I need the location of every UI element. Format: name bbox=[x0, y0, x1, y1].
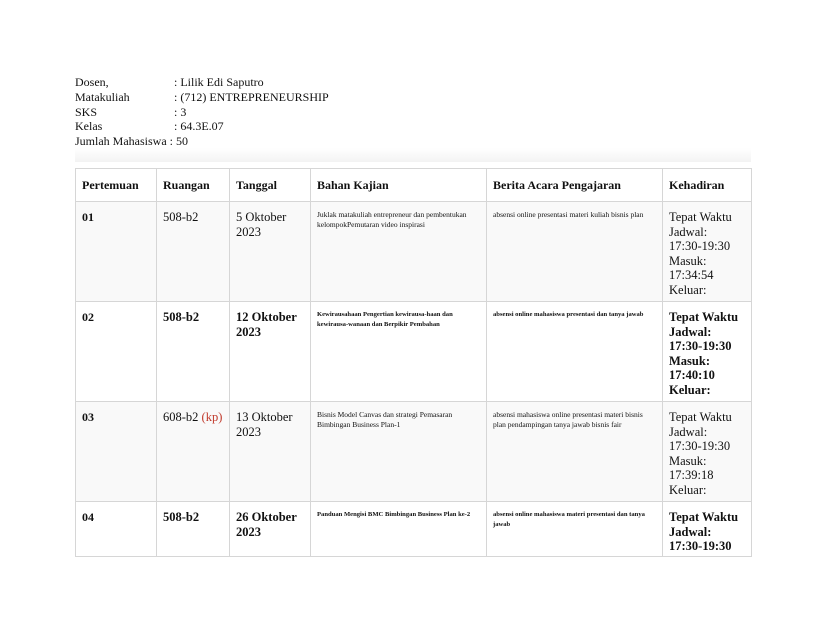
masuk-label: Masuk: bbox=[669, 253, 707, 268]
header-bahan-kajian: Bahan Kajian bbox=[311, 169, 487, 202]
jadwal-value: 17:30-19:30 bbox=[669, 539, 732, 554]
table-row bbox=[76, 202, 752, 302]
jumlah-value: : 50 bbox=[169, 134, 188, 149]
dosen-label: Dosen, bbox=[75, 75, 109, 89]
table-row bbox=[76, 402, 752, 502]
jadwal-label: Jadwal: bbox=[669, 224, 708, 239]
ruangan-kp-badge: (kp) bbox=[201, 410, 223, 424]
kehadiran-cell bbox=[663, 402, 752, 502]
ruangan-cell bbox=[157, 202, 230, 302]
jadwal-label: Jadwal: bbox=[669, 524, 712, 539]
berita-cell: absensi online mahasiswa materi presentasi dan tanya jawab bbox=[487, 502, 663, 557]
course-info bbox=[75, 75, 329, 149]
berita-cell: absensi online mahasiswa presentasi dan tanya jawab bbox=[487, 302, 663, 402]
kehadiran-cell bbox=[663, 202, 752, 302]
matakuliah-value: : (712) ENTREPRENEURSHIP bbox=[174, 89, 329, 104]
header-ruangan: Ruangan bbox=[157, 169, 230, 202]
masuk-label: Masuk: bbox=[669, 353, 710, 368]
jumlah-label: Jumlah Mahasiswa bbox=[75, 134, 167, 149]
tanggal-cell: 26 Oktober 2023 bbox=[230, 502, 311, 557]
attendance-table bbox=[75, 168, 752, 557]
ruangan-value: 608-b2 bbox=[163, 410, 199, 424]
table-row bbox=[76, 302, 752, 402]
ruangan-value: 508-b2 bbox=[163, 310, 200, 324]
berita-cell: absensi mahasiswa online presentasi materi bisnis plan pendampingan tanya jawab bisnis fair bbox=[487, 402, 663, 502]
kehadiran-cell bbox=[663, 302, 752, 402]
pertemuan-cell: 02 bbox=[76, 302, 157, 402]
info-matakuliah bbox=[75, 90, 329, 105]
bahan-cell: Panduan Mengisi BMC Bimbingan Business Plan ke-2 bbox=[311, 502, 487, 557]
header-tanggal: Tanggal bbox=[230, 169, 311, 202]
bahan-cell: Kewirausahaan Pengertian kewirausa-haan dan kewirausa-wanaan dan Berpikir Pembahan bbox=[311, 302, 487, 402]
info-kelas bbox=[75, 119, 329, 134]
table-top-divider bbox=[75, 148, 751, 162]
kelas-label: Kelas bbox=[75, 119, 103, 134]
header-pertemuan: Pertemuan bbox=[76, 169, 157, 202]
tanggal-cell: 12 Oktober 2023 bbox=[230, 302, 311, 402]
jadwal-value: 17:30-19:30 bbox=[669, 439, 731, 454]
kehadiran-cell bbox=[663, 502, 752, 557]
info-sks bbox=[75, 105, 329, 120]
jadwal-value: 17:30-19:30 bbox=[669, 339, 732, 354]
header-berita-acara: Berita Acara Pengajaran bbox=[487, 169, 663, 202]
pertemuan-cell: 01 bbox=[76, 202, 157, 302]
kehadiran-status: Tepat Waktu bbox=[669, 410, 732, 424]
keluar-label: Keluar: bbox=[669, 282, 707, 297]
masuk-label: Masuk: bbox=[669, 453, 707, 468]
table-row bbox=[76, 502, 752, 557]
berita-cell: absensi online presentasi materi kuliah bisnis plan bbox=[487, 202, 663, 302]
masuk-value: 17:40:10 bbox=[669, 368, 715, 383]
info-jumlah bbox=[75, 134, 329, 149]
jadwal-label: Jadwal: bbox=[669, 424, 708, 439]
keluar-label: Keluar: bbox=[669, 482, 707, 497]
kehadiran-status: Tepat Waktu bbox=[669, 310, 739, 324]
kelas-value: : 64.3E.07 bbox=[174, 119, 224, 134]
bahan-cell: Bisnis Model Canvas dan strategi Pemasaran Bimbingan Business Plan-1 bbox=[311, 402, 487, 502]
sks-label: SKS bbox=[75, 104, 98, 119]
pertemuan-cell: 04 bbox=[76, 502, 157, 557]
pertemuan-cell: 03 bbox=[76, 402, 157, 502]
bahan-cell: Juklak matakuliah entrepreneur dan pembentukan kelompokPemutaran video inspirasi bbox=[311, 202, 487, 302]
dosen-value: : Lilik Edi Saputro bbox=[174, 75, 264, 89]
sks-value: : 3 bbox=[174, 104, 187, 119]
kehadiran-status: Tepat Waktu bbox=[669, 210, 732, 224]
ruangan-value: 508-b2 bbox=[163, 210, 199, 224]
tanggal-cell: 5 Oktober 2023 bbox=[230, 202, 311, 302]
info-dosen bbox=[75, 75, 329, 90]
jadwal-label: Jadwal: bbox=[669, 324, 712, 339]
jadwal-value: 17:30-19:30 bbox=[669, 239, 731, 254]
kehadiran-status: Tepat Waktu bbox=[669, 510, 739, 524]
table-header-row bbox=[76, 169, 752, 202]
ruangan-value: 508-b2 bbox=[163, 510, 200, 524]
ruangan-cell bbox=[157, 502, 230, 557]
ruangan-cell bbox=[157, 302, 230, 402]
masuk-value: 17:39:18 bbox=[669, 468, 714, 483]
header-kehadiran: Kehadiran bbox=[663, 169, 752, 202]
keluar-label: Keluar: bbox=[669, 382, 711, 397]
masuk-value: 17:34:54 bbox=[669, 268, 714, 283]
ruangan-cell bbox=[157, 402, 230, 502]
matakuliah-label: Matakuliah bbox=[75, 89, 130, 104]
tanggal-cell: 13 Oktober 2023 bbox=[230, 402, 311, 502]
